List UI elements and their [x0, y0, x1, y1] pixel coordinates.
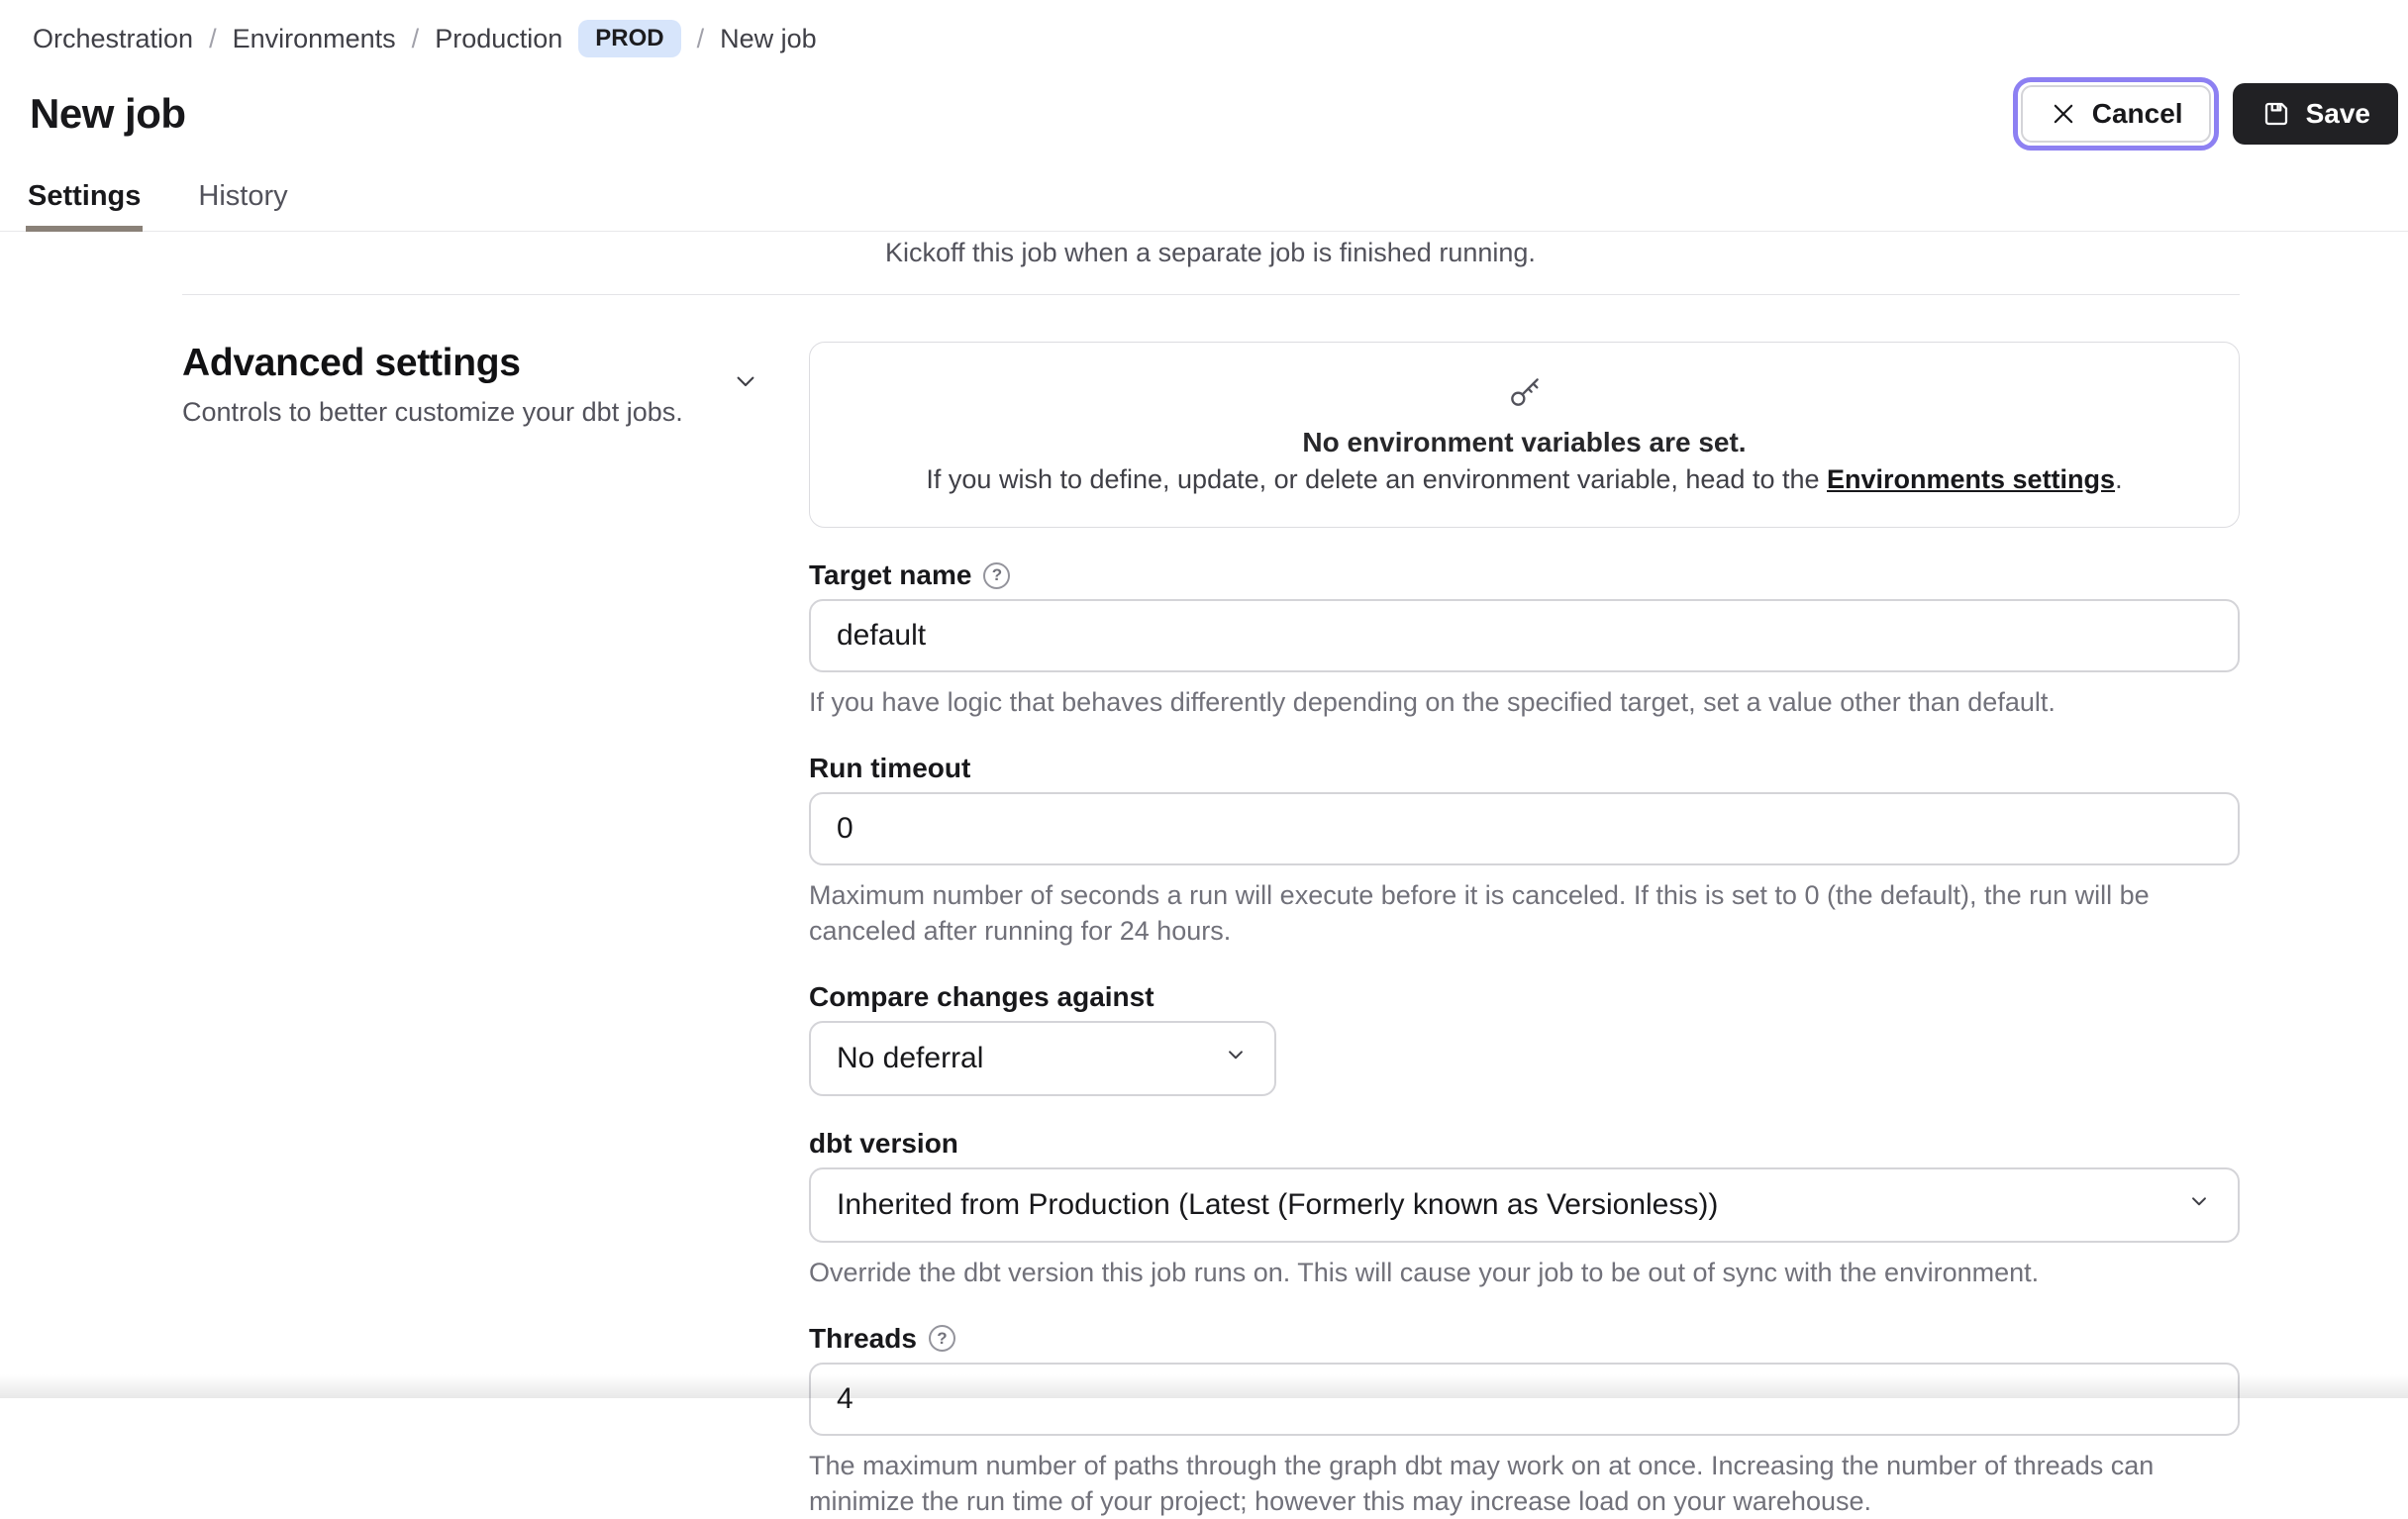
run-timeout-label [809, 753, 2240, 784]
advanced-settings-form [809, 342, 2240, 1519]
target-name-label [809, 559, 2240, 591]
advanced-settings-section [0, 295, 2408, 1519]
settings-content [0, 238, 2408, 1519]
key-icon [1505, 372, 1545, 417]
save-button[interactable] [2233, 83, 2398, 145]
chevron-down-icon [2186, 1188, 2212, 1222]
run-timeout-helper: Maximum number of seconds a run will execute before it is canceled. If this is set to 0 (the default), the run will be canceled after running for 24 hours. [809, 879, 2150, 946]
env-variables-panel [809, 342, 2240, 528]
target-name-input[interactable] [809, 599, 2240, 672]
trigger-description: Kickoff this job when a separate job is finished running. [885, 238, 1536, 267]
breadcrumb-orchestration[interactable]: Orchestration [33, 23, 194, 53]
env-variables-empty-hint [826, 464, 2223, 495]
save-icon [2260, 98, 2292, 130]
chevron-down-icon [730, 384, 761, 401]
page-title: New job [30, 90, 186, 137]
compare-changes-label-text: Compare changes against [809, 980, 1154, 1012]
target-name-field [809, 559, 2240, 721]
env-variables-empty-title: No environment variables are set. [1302, 427, 1747, 457]
threads-label-text: Threads [809, 1322, 917, 1354]
compare-changes-value: No deferral [837, 1041, 984, 1074]
breadcrumb-separator: / [209, 23, 217, 53]
dbt-version-field [809, 1128, 2240, 1291]
save-button-label: Save [2305, 98, 2370, 129]
breadcrumb-current: New job [720, 23, 817, 53]
threads-field [809, 1323, 2240, 1519]
breadcrumb-environments[interactable]: Environments [232, 23, 396, 53]
target-name-helper: If you have logic that behaves differently depending on the specified target, set a value other than default. [809, 687, 2056, 717]
cancel-button-label: Cancel [2091, 98, 2183, 129]
tab-history[interactable]: History [198, 180, 288, 212]
collapse-section-button[interactable] [730, 365, 761, 402]
compare-changes-select[interactable] [809, 1021, 1276, 1096]
compare-changes-label [809, 981, 2240, 1013]
target-name-label-text: Target name [809, 559, 972, 590]
page-header [0, 57, 2408, 151]
dbt-version-value: Inherited from Production (Latest (Formerly known as Versionless)) [837, 1187, 1719, 1221]
run-timeout-input[interactable] [809, 792, 2240, 865]
compare-changes-field [809, 981, 2240, 1096]
tab-bar [0, 151, 2408, 232]
run-timeout-label-text: Run timeout [809, 752, 971, 783]
close-icon [2049, 99, 2078, 129]
cancel-button[interactable] [2021, 85, 2211, 143]
breadcrumb [0, 0, 2408, 57]
advanced-settings-header [182, 342, 809, 1519]
cancel-focus-ring [2013, 77, 2219, 151]
help-icon[interactable]: ? [983, 562, 1010, 589]
env-hint-period: . [2115, 464, 2123, 494]
advanced-settings-subtitle: Controls to better customize your dbt jobs. [182, 397, 683, 427]
environments-settings-link[interactable]: Environments settings [1827, 464, 2116, 494]
threads-input[interactable] [809, 1363, 2240, 1436]
dbt-version-helper: Override the dbt version this job runs on. This will cause your job to be out of sync with the environment. [809, 1257, 2040, 1287]
run-timeout-field [809, 753, 2240, 950]
env-hint-text: If you wish to define, update, or delete an environment variable, head to the [926, 464, 1827, 494]
breadcrumb-separator: / [411, 23, 420, 53]
advanced-settings-heading: Advanced settings [182, 342, 521, 384]
dbt-version-label [809, 1128, 2240, 1160]
dbt-version-label-text: dbt version [809, 1127, 958, 1159]
breadcrumb-separator: / [696, 23, 705, 53]
prod-badge: PROD [578, 20, 680, 57]
dbt-version-select[interactable] [809, 1167, 2240, 1243]
help-icon[interactable]: ? [929, 1325, 955, 1352]
header-actions [2013, 77, 2398, 151]
threads-helper: The maximum number of paths through the graph dbt may work on at once. Increasing the number of threads can minimize the run time of your project; however this may increase load on your warehouse. [809, 1450, 2155, 1516]
tab-settings[interactable]: Settings [26, 180, 143, 231]
chevron-down-icon [1223, 1042, 1249, 1075]
breadcrumb-production[interactable]: Production [435, 23, 563, 53]
threads-label [809, 1323, 2240, 1355]
